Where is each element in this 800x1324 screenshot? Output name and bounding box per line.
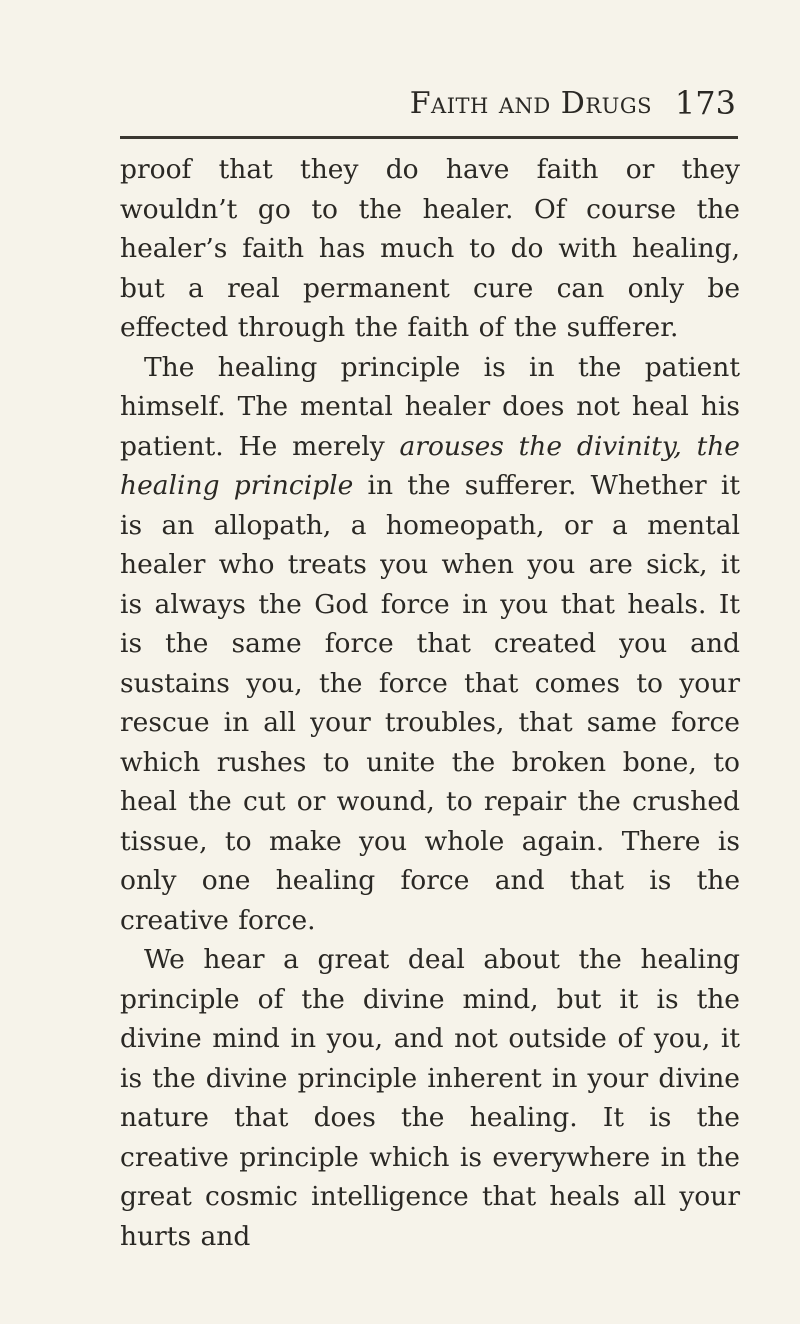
paragraph-1: proof that they do have faith or they wouldn’t go to the healer. Of course the healer’s faith has much to do with healing, but a real permanent cure can only be effected through the faith of the sufferer.: [120, 154, 740, 343]
body-text: [120, 150, 740, 1256]
running-title: Faith and Drugs: [409, 86, 652, 121]
paragraph-2: [120, 348, 740, 941]
page-number: 173: [674, 84, 736, 122]
header-rule: [120, 136, 738, 139]
paragraph-2-end: in the sufferer. Whether it is an allopath, a homeopath, or a mental healer who treats you when you are sick, it is always the God force in you that heals. It is the same force that created you and sustains you, the force that comes to your rescue in all your troubles, that same force which rushes to unite the broken bone, to heal the cut or wound, to repair the crushed tissue, to make you whole again. There is only one healing force and that is the creative force.: [120, 470, 740, 936]
paragraph-2-italic: arouses the divinity, the healing principle: [120, 430, 740, 501]
running-head: [120, 84, 738, 126]
paragraph-3: We hear a great deal about the healing principle of the divine mind, but it is the divine mind in you, and not outside of you, it is the divine principle inherent in your divine nature that does the healing. It is the creative principle which is everywhere in the great cosmic intelligence that heals all your hurts and: [120, 944, 740, 1252]
paragraph-2-start: The healing principle is in the patient himself. The mental healer does not heal his patient. He merely: [120, 351, 740, 462]
